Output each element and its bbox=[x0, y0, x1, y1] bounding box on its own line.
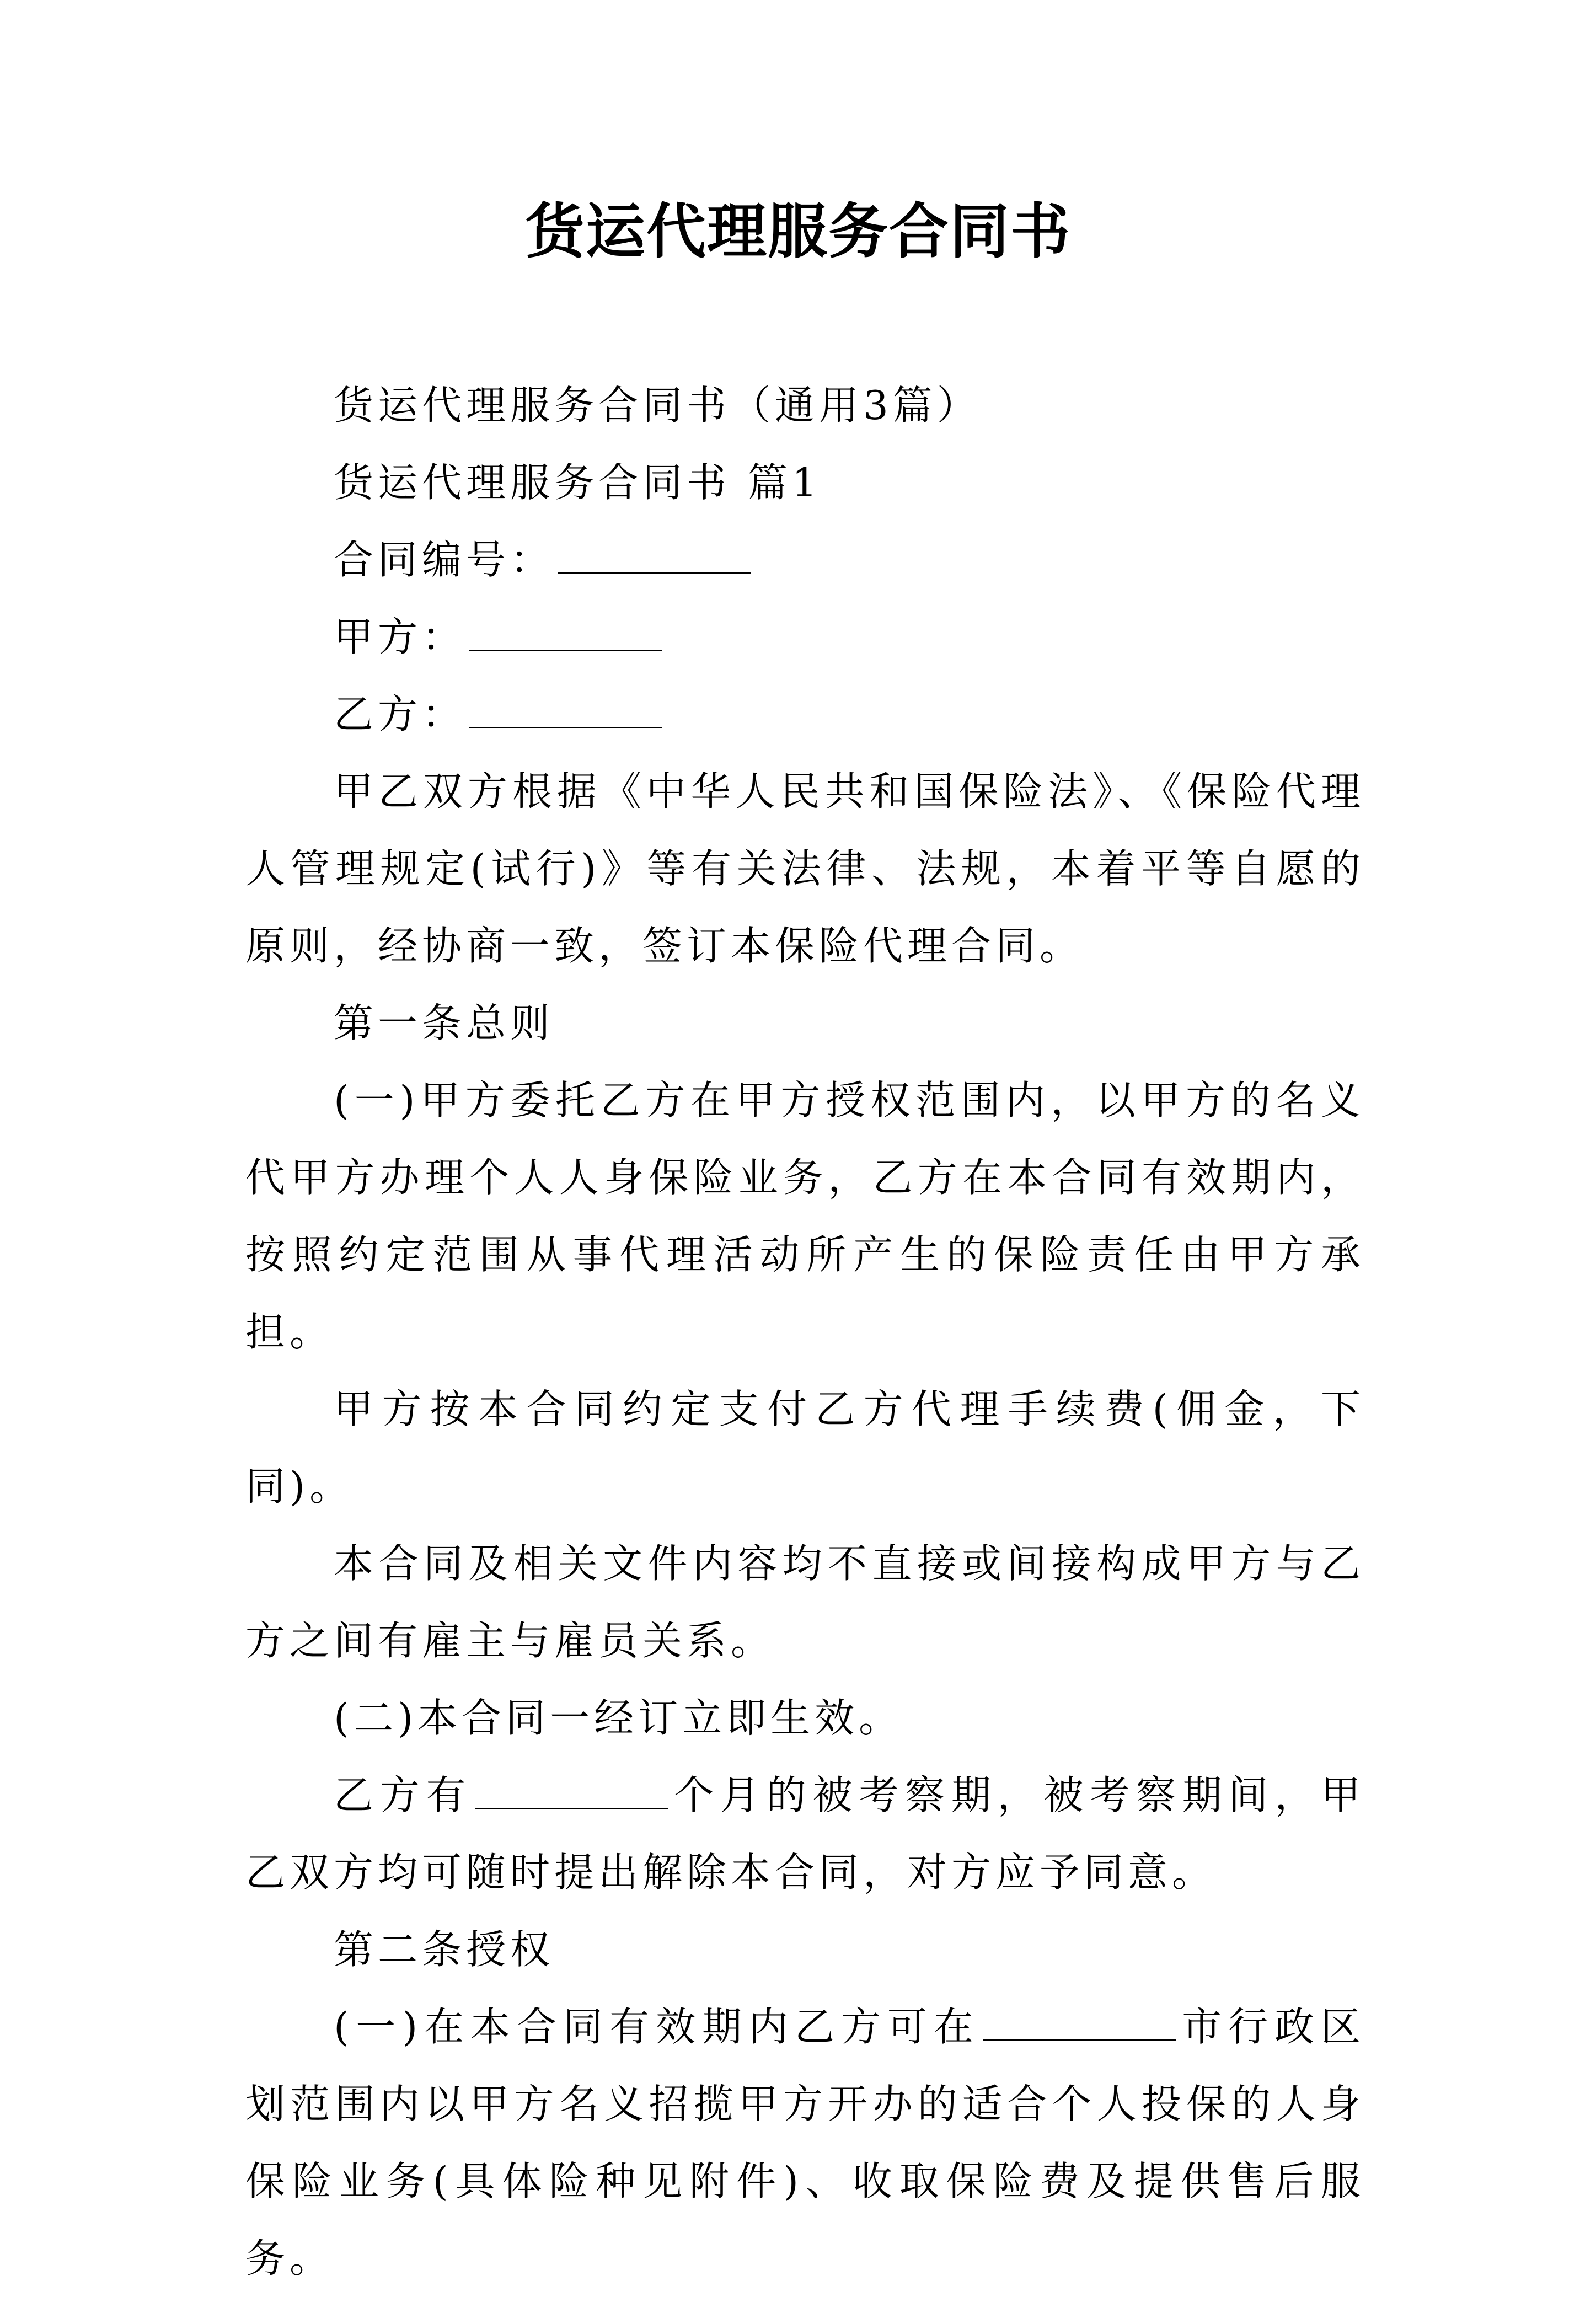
paragraph-contract-number bbox=[245, 521, 1365, 598]
probation-months-blank bbox=[475, 1776, 668, 1809]
probation-text-start: 乙方有 bbox=[334, 1772, 473, 1818]
probation-text-end: 个月的被考察期，被考察期间，甲乙双方均可随时提出解除本合同，对方应予同意。 bbox=[245, 1772, 1365, 1896]
document-body bbox=[245, 367, 1365, 2297]
paragraph-preamble: 甲乙双方根据《中华人民共和国保险法》、《保险代理人管理规定(试行)》等有关法律、法规，本着平等自愿的原则，经协商一致，签订本保险代理合同。 bbox=[245, 768, 1365, 969]
party-a-blank bbox=[469, 618, 662, 651]
document-title: 货运代理服务合同书 bbox=[524, 197, 1071, 266]
paragraph-party-a bbox=[245, 598, 1365, 676]
paragraph-subtitle: 货运代理服务合同书（通用3篇） bbox=[334, 382, 981, 429]
paragraph-article-2-heading: 第二条授权 bbox=[334, 1926, 555, 1973]
authorization-text-end: 市行政区划范围内以甲方名义招揽甲方开办的适合个人投保的人身保险业务(具体险种见附件)、收取保险费及提供售后服务。 bbox=[245, 2004, 1365, 2282]
party-b-label: 乙方： bbox=[334, 691, 467, 737]
paragraph-commission: 甲方按本合同约定支付乙方代理手续费(佣金，下同)。 bbox=[245, 1386, 1365, 1509]
party-a-label: 甲方： bbox=[334, 614, 467, 660]
party-b-blank bbox=[469, 695, 662, 728]
contract-number-blank bbox=[558, 540, 751, 574]
paragraph-probation bbox=[245, 1757, 1365, 1911]
city-blank bbox=[983, 2007, 1176, 2041]
paragraph-article-1-heading: 第一条总则 bbox=[334, 1000, 555, 1046]
paragraph-relationship: 本合同及相关文件内容均不直接或间接构成甲方与乙方之间有雇主与雇员关系。 bbox=[245, 1540, 1365, 1664]
contract-number-label: 合同编号： bbox=[334, 537, 555, 583]
paragraph-article-1-clause-1: (一)甲方委托乙方在甲方授权范围内，以甲方的名义代甲方办理个人人身保险业务，乙方在本合同有效期内，按照约定范围从事代理活动所产生的保险责任由甲方承担。 bbox=[245, 1077, 1365, 1355]
authorization-text-start: (一)在本合同有效期内乙方可在 bbox=[334, 2004, 981, 2050]
paragraph-section-heading: 货运代理服务合同书 篇1 bbox=[334, 459, 822, 506]
paragraph-article-2-clause-1 bbox=[245, 1988, 1365, 2297]
paragraph-article-1-clause-2: (二)本合同一经订立即生效。 bbox=[334, 1695, 903, 1741]
paragraph-party-b bbox=[245, 676, 1365, 753]
